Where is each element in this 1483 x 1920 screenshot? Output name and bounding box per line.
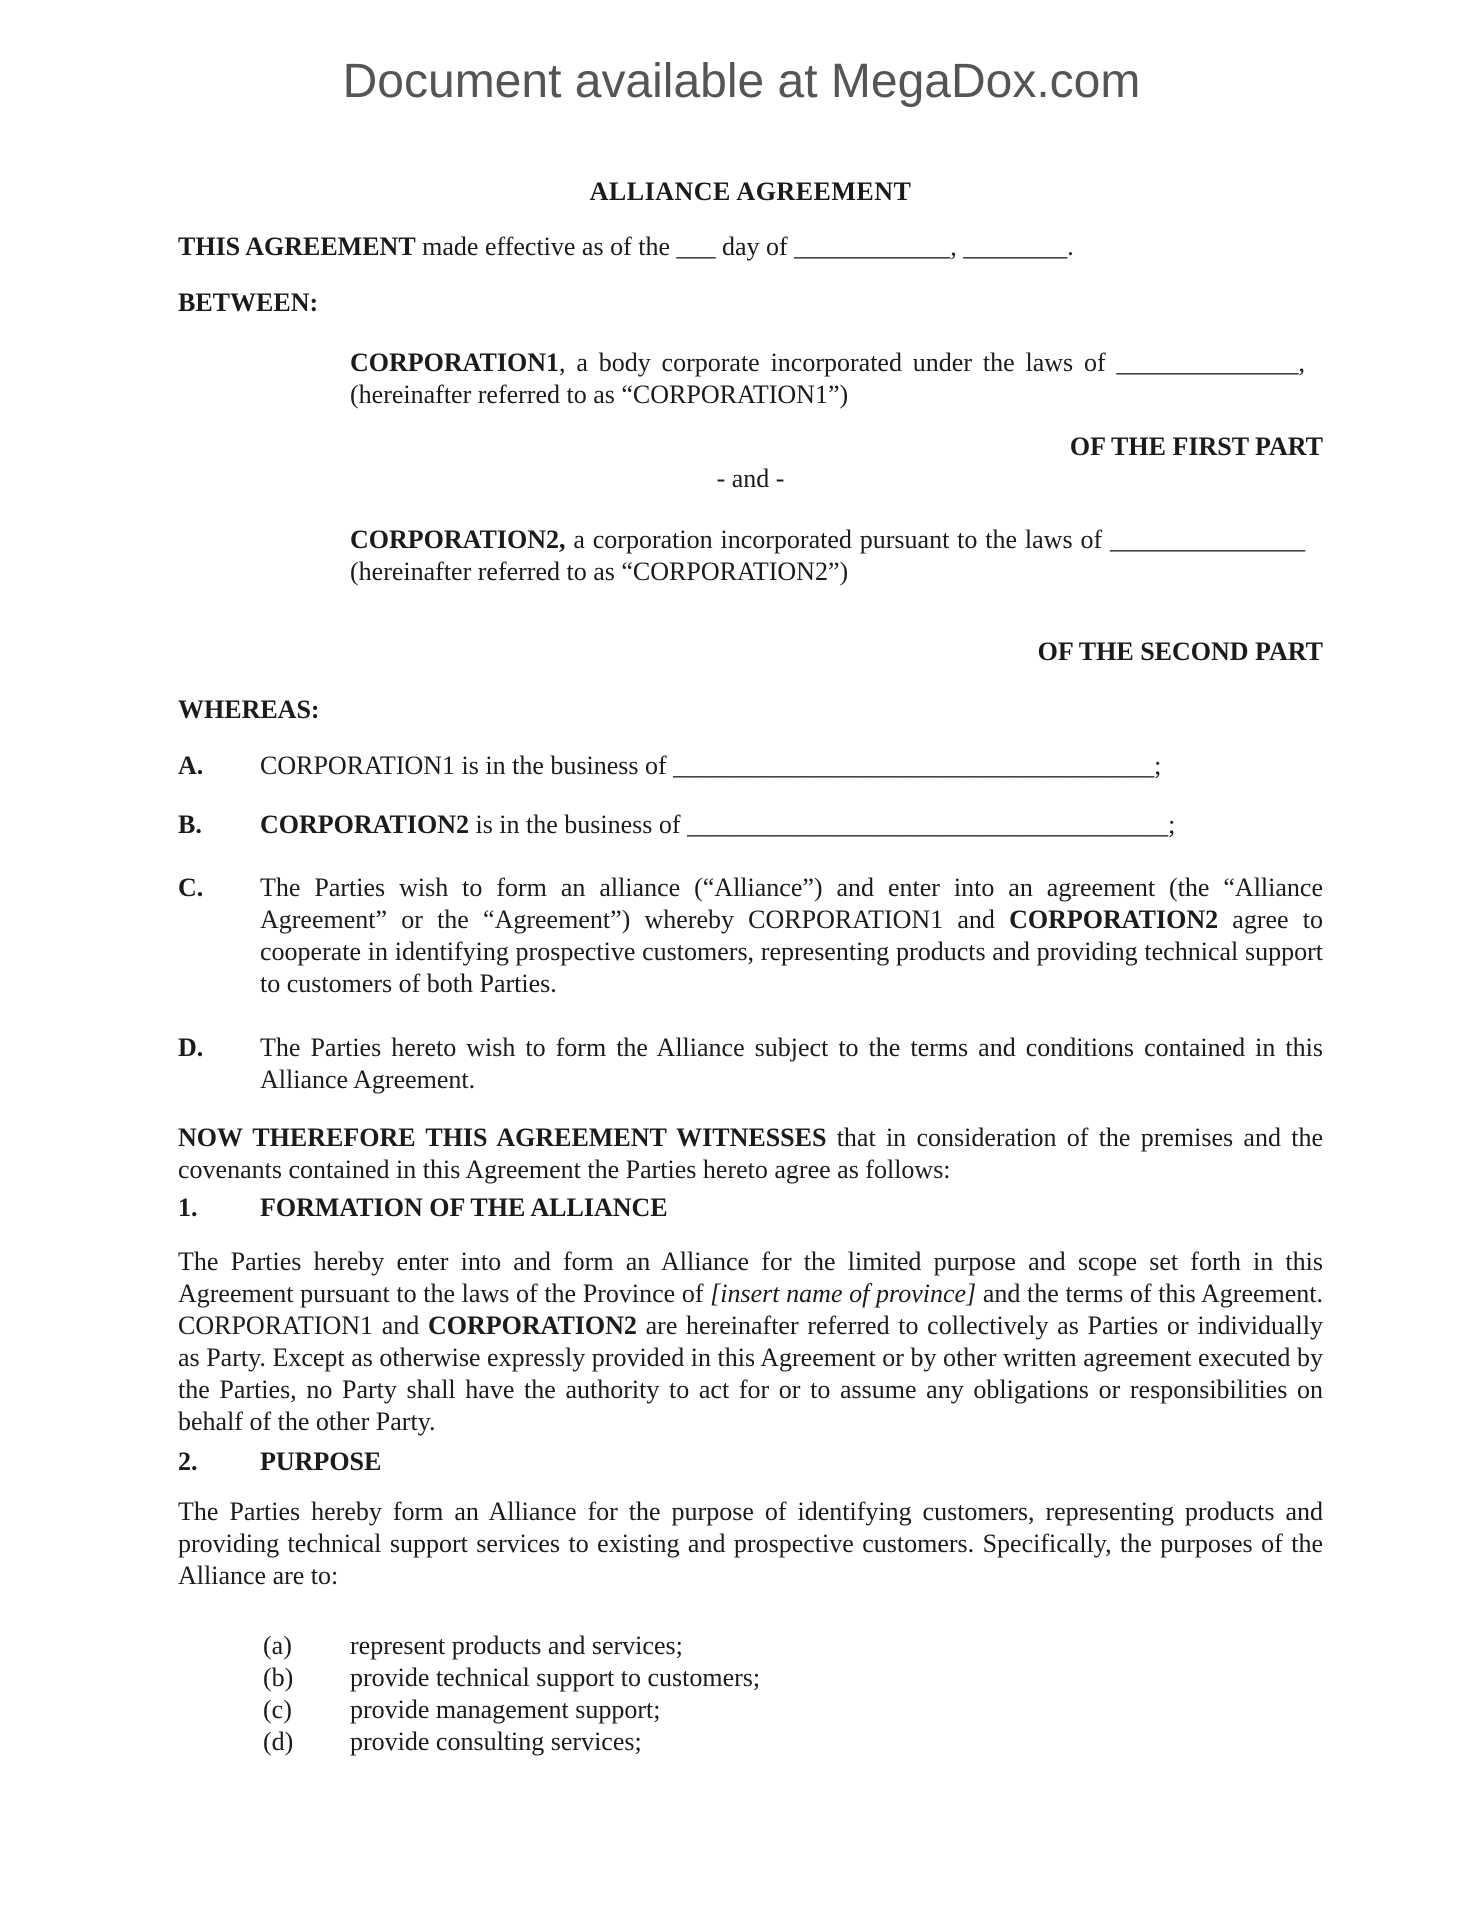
section-2-heading bbox=[178, 1446, 1323, 1478]
purpose-item-a-label: (a) bbox=[263, 1631, 292, 1660]
section-1-title: FORMATION OF THE ALLIANCE bbox=[260, 1193, 668, 1222]
section-2-title: PURPOSE bbox=[260, 1447, 382, 1476]
recital-c-text: The Parties wish to form an alliance (“Alliance”) and enter into an agreement (the “Alliance Agreement” or the “Agreement”) whereby CORPORATION1 and CORPORATION2 agree to cooperate in identifying prospective customers, representing products and providing technical support to customers of both Parties. bbox=[260, 873, 1323, 998]
between-label: BETWEEN: bbox=[178, 288, 319, 317]
recital-d-label: D. bbox=[178, 1033, 204, 1062]
purpose-item-c bbox=[263, 1694, 1323, 1726]
whereas-label: WHEREAS: bbox=[178, 695, 320, 724]
recital-d bbox=[178, 1032, 1323, 1096]
purpose-item-a bbox=[263, 1630, 1323, 1662]
recital-b-text: CORPORATION2 is in the business of _____________________________________; bbox=[260, 810, 1176, 839]
section-1-heading bbox=[178, 1192, 1323, 1224]
recital-b bbox=[178, 809, 1323, 841]
purpose-item-c-label: (c) bbox=[263, 1695, 292, 1724]
recital-d-text: The Parties hereto wish to form the Alliance subject to the terms and conditions contained in this Alliance Agreement. bbox=[260, 1033, 1323, 1094]
purpose-item-b bbox=[263, 1662, 1323, 1694]
purpose-item-d bbox=[263, 1726, 1323, 1758]
party1-block: CORPORATION1, a body corporate incorporated under the laws of ______________, (hereinafter referred to as “CORPORATION1”) bbox=[350, 348, 1305, 409]
document-title: ALLIANCE AGREEMENT bbox=[589, 177, 912, 206]
party2-block: CORPORATION2, a corporation incorporated pursuant to the laws of _______________ (hereinafter referred to as “CORPORATION2”) bbox=[350, 525, 1305, 586]
purpose-item-a-text: represent products and services; bbox=[350, 1631, 683, 1660]
recital-a bbox=[178, 750, 1323, 782]
purpose-item-b-label: (b) bbox=[263, 1663, 294, 1692]
section-2-number: 2. bbox=[178, 1447, 198, 1476]
section-1-paragraph: The Parties hereby enter into and form an Alliance for the limited purpose and scope set forth in this Agreement pursuant to the laws of the Province of [insert name of province] and the terms of this Agreement. CORPORATION1 and CORPORATION2 are hereinafter referred to collectively as Parties or individually as Party. Except as otherwise expressly provided in this Agreement or by other written agreement executed by the Parties, no Party shall have the authority to act for or to assume any obligations or responsibilities on behalf of the other Party. bbox=[178, 1247, 1324, 1436]
section-2-paragraph: The Parties hereby form an Alliance for the purpose of identifying customers, representing products and providing technical support services to existing and prospective customers. Specifically, the purposes of the Alliance are to: bbox=[178, 1497, 1323, 1590]
document-body bbox=[0, 176, 1483, 1758]
purpose-item-d-text: provide consulting services; bbox=[350, 1727, 642, 1756]
now-therefore-clause: NOW THEREFORE THIS AGREEMENT WITNESSES that in consideration of the premises and the covenants contained in this Agreement the Parties hereto agree as follows: bbox=[178, 1123, 1323, 1184]
recital-a-label: A. bbox=[178, 751, 204, 780]
recital-c bbox=[178, 872, 1323, 1000]
purpose-item-b-text: provide technical support to customers; bbox=[350, 1663, 761, 1692]
purpose-list bbox=[263, 1630, 1323, 1758]
of-first-part-label: OF THE FIRST PART bbox=[1069, 432, 1323, 461]
recital-a-text: CORPORATION1 is in the business of _____________________________________; bbox=[260, 751, 1162, 780]
of-second-part-label: OF THE SECOND PART bbox=[1037, 637, 1323, 666]
recital-b-label: B. bbox=[178, 810, 202, 839]
intro-clause: THIS AGREEMENT made effective as of the ___ day of ____________, ________. bbox=[178, 232, 1074, 261]
watermark-header: Document available at MegaDox.com bbox=[342, 55, 1141, 108]
section-1-number: 1. bbox=[178, 1193, 198, 1222]
purpose-item-c-text: provide management support; bbox=[350, 1695, 661, 1724]
purpose-item-d-label: (d) bbox=[263, 1727, 294, 1756]
and-separator: - and - bbox=[716, 464, 785, 493]
recital-c-label: C. bbox=[178, 873, 204, 902]
